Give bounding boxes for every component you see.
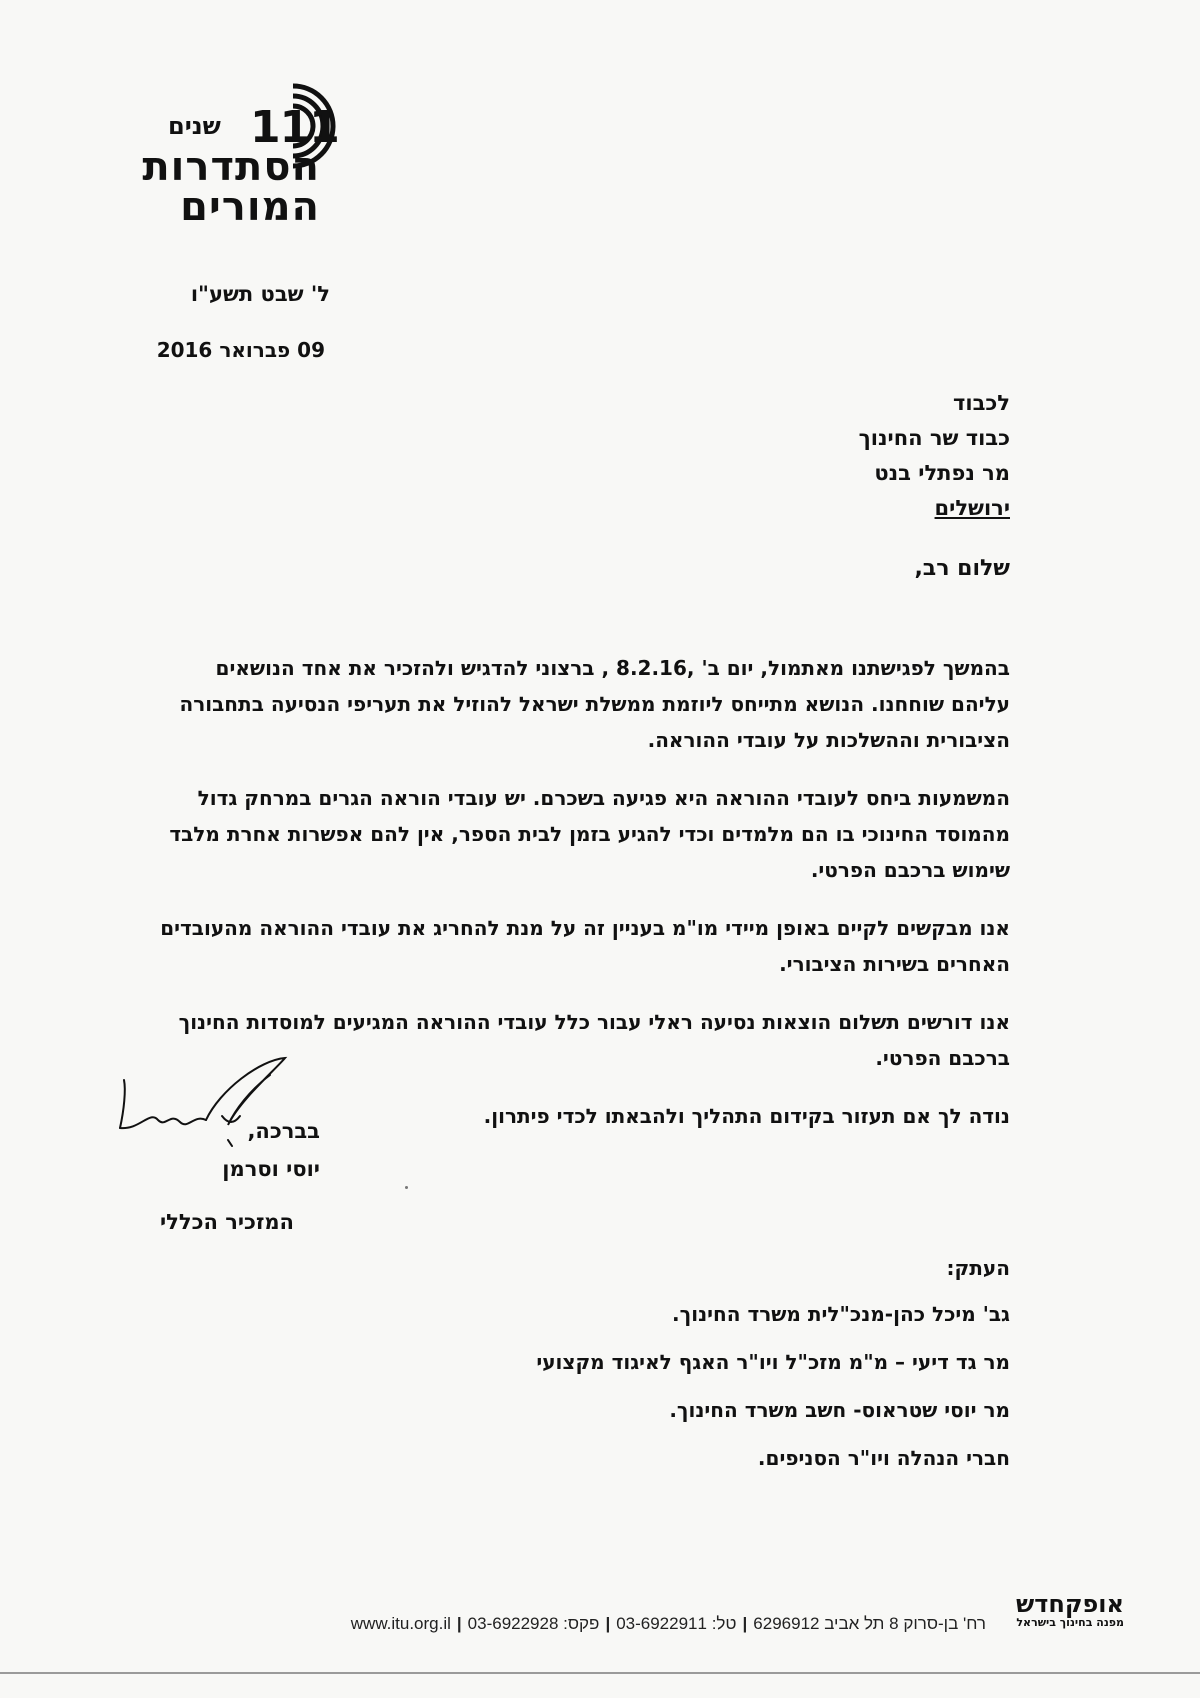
- closing-block: [150, 1112, 320, 1188]
- body-paragraph: אנו מבקשים לקיים באופן מיידי מו"מ בעניין זה על מנת להחריג את עובדי ההוראה מהעובדים האחרים בשירות הציבורי.: [160, 916, 1010, 976]
- union-logo: [40, 88, 340, 238]
- address-line: לכבוד: [953, 391, 1010, 415]
- signer-role: המזכיר הכללי: [160, 1210, 294, 1234]
- footer-contact: [351, 1614, 986, 1634]
- footer-brand: [1016, 1590, 1124, 1629]
- recipient-address: [610, 386, 1010, 526]
- address-city: ירושלים: [934, 496, 1010, 520]
- footer-brand-tagline: מפנה בחינוך בישראל: [1016, 1616, 1124, 1629]
- cc-item: מר גד דיעי – מ"מ מזכ"ל ויו"ר האגף לאיגוד מקצועי: [536, 1350, 1010, 1374]
- greeting: שלום רב,: [914, 556, 1010, 581]
- footer-separator: |: [605, 1614, 611, 1633]
- body-paragraph: בהמשך לפגישתנו מאתמול, יום ב' ,8.2.16 , ברצוני להדגיש ולהזכיר את אחד הנושאים עליהם שוחחנו. הנושא מתייחס ליוזמת ממשלת ישראל להוזיל את תעריפי הנסיעה בתחבורה הציבורית וההשלכות על עובדי ההוראה.: [179, 656, 1010, 752]
- gregorian-date: 09 פברואר 2016: [156, 338, 325, 362]
- footer-brand-name: אופקחדש: [1016, 1590, 1124, 1618]
- logo-years-word: שנים: [168, 112, 221, 140]
- closing-regards: בברכה,: [247, 1119, 320, 1143]
- signer-name: יוסי וסרמן: [222, 1157, 320, 1181]
- logo-line2: המורים: [180, 184, 320, 230]
- cc-label: העתק:: [946, 1256, 1010, 1280]
- letter-footer: [0, 1590, 1200, 1670]
- cc-item: מר יוסי שטראוס- חשב משרד החינוך.: [669, 1398, 1010, 1422]
- footer-fax: פקס: 03-6922928: [467, 1614, 600, 1633]
- body-paragraph: אנו דורשים תשלום הוצאות נסיעה ראלי עבור כלל עובדי ההוראה המגיעים למוסדות החינוך ברכבם הפרטי.: [178, 1010, 1010, 1070]
- footer-address: רח' בן-סרוק 8 תל אביב 6296912: [753, 1614, 986, 1633]
- cc-list: [210, 1256, 1010, 1494]
- footer-separator: |: [742, 1614, 748, 1633]
- cc-item: חברי הנהלה ויו"ר הסניפים.: [757, 1446, 1010, 1470]
- cc-item: גב' מיכל כהן-מנכ"לית משרד החינוך.: [672, 1302, 1010, 1326]
- footer-website[interactable]: www.itu.org.il: [350, 1614, 451, 1633]
- footer-separator: |: [456, 1614, 462, 1633]
- address-line: כבוד שר החינוך: [858, 426, 1010, 450]
- body-paragraph: נודה לך אם תעזור בקידום התהליך ולהבאתו לכדי פיתרון.: [483, 1104, 1010, 1128]
- address-line: מר נפתלי בנט: [874, 461, 1010, 485]
- logo-years: 111: [250, 102, 339, 153]
- hebrew-date: ל' שבט תשע"ו: [190, 282, 330, 306]
- footer-phone: טל: 03-6922911: [616, 1614, 737, 1633]
- bottom-rule: [0, 1672, 1200, 1674]
- scan-speck: [405, 1186, 408, 1189]
- logo-line1: הסתדרות: [142, 144, 320, 190]
- body-paragraph: המשמעות ביחס לעובדי ההוראה היא פגיעה בשכרם. יש עובדי הוראה הגרים במרחק גדול מהמוסד החינוכי בו הם מלמדים וכדי להגיע בזמן לבית הספר, אין להם אפשרות אחרת מלבד שימוש ברכבם הפרטי.: [169, 786, 1010, 882]
